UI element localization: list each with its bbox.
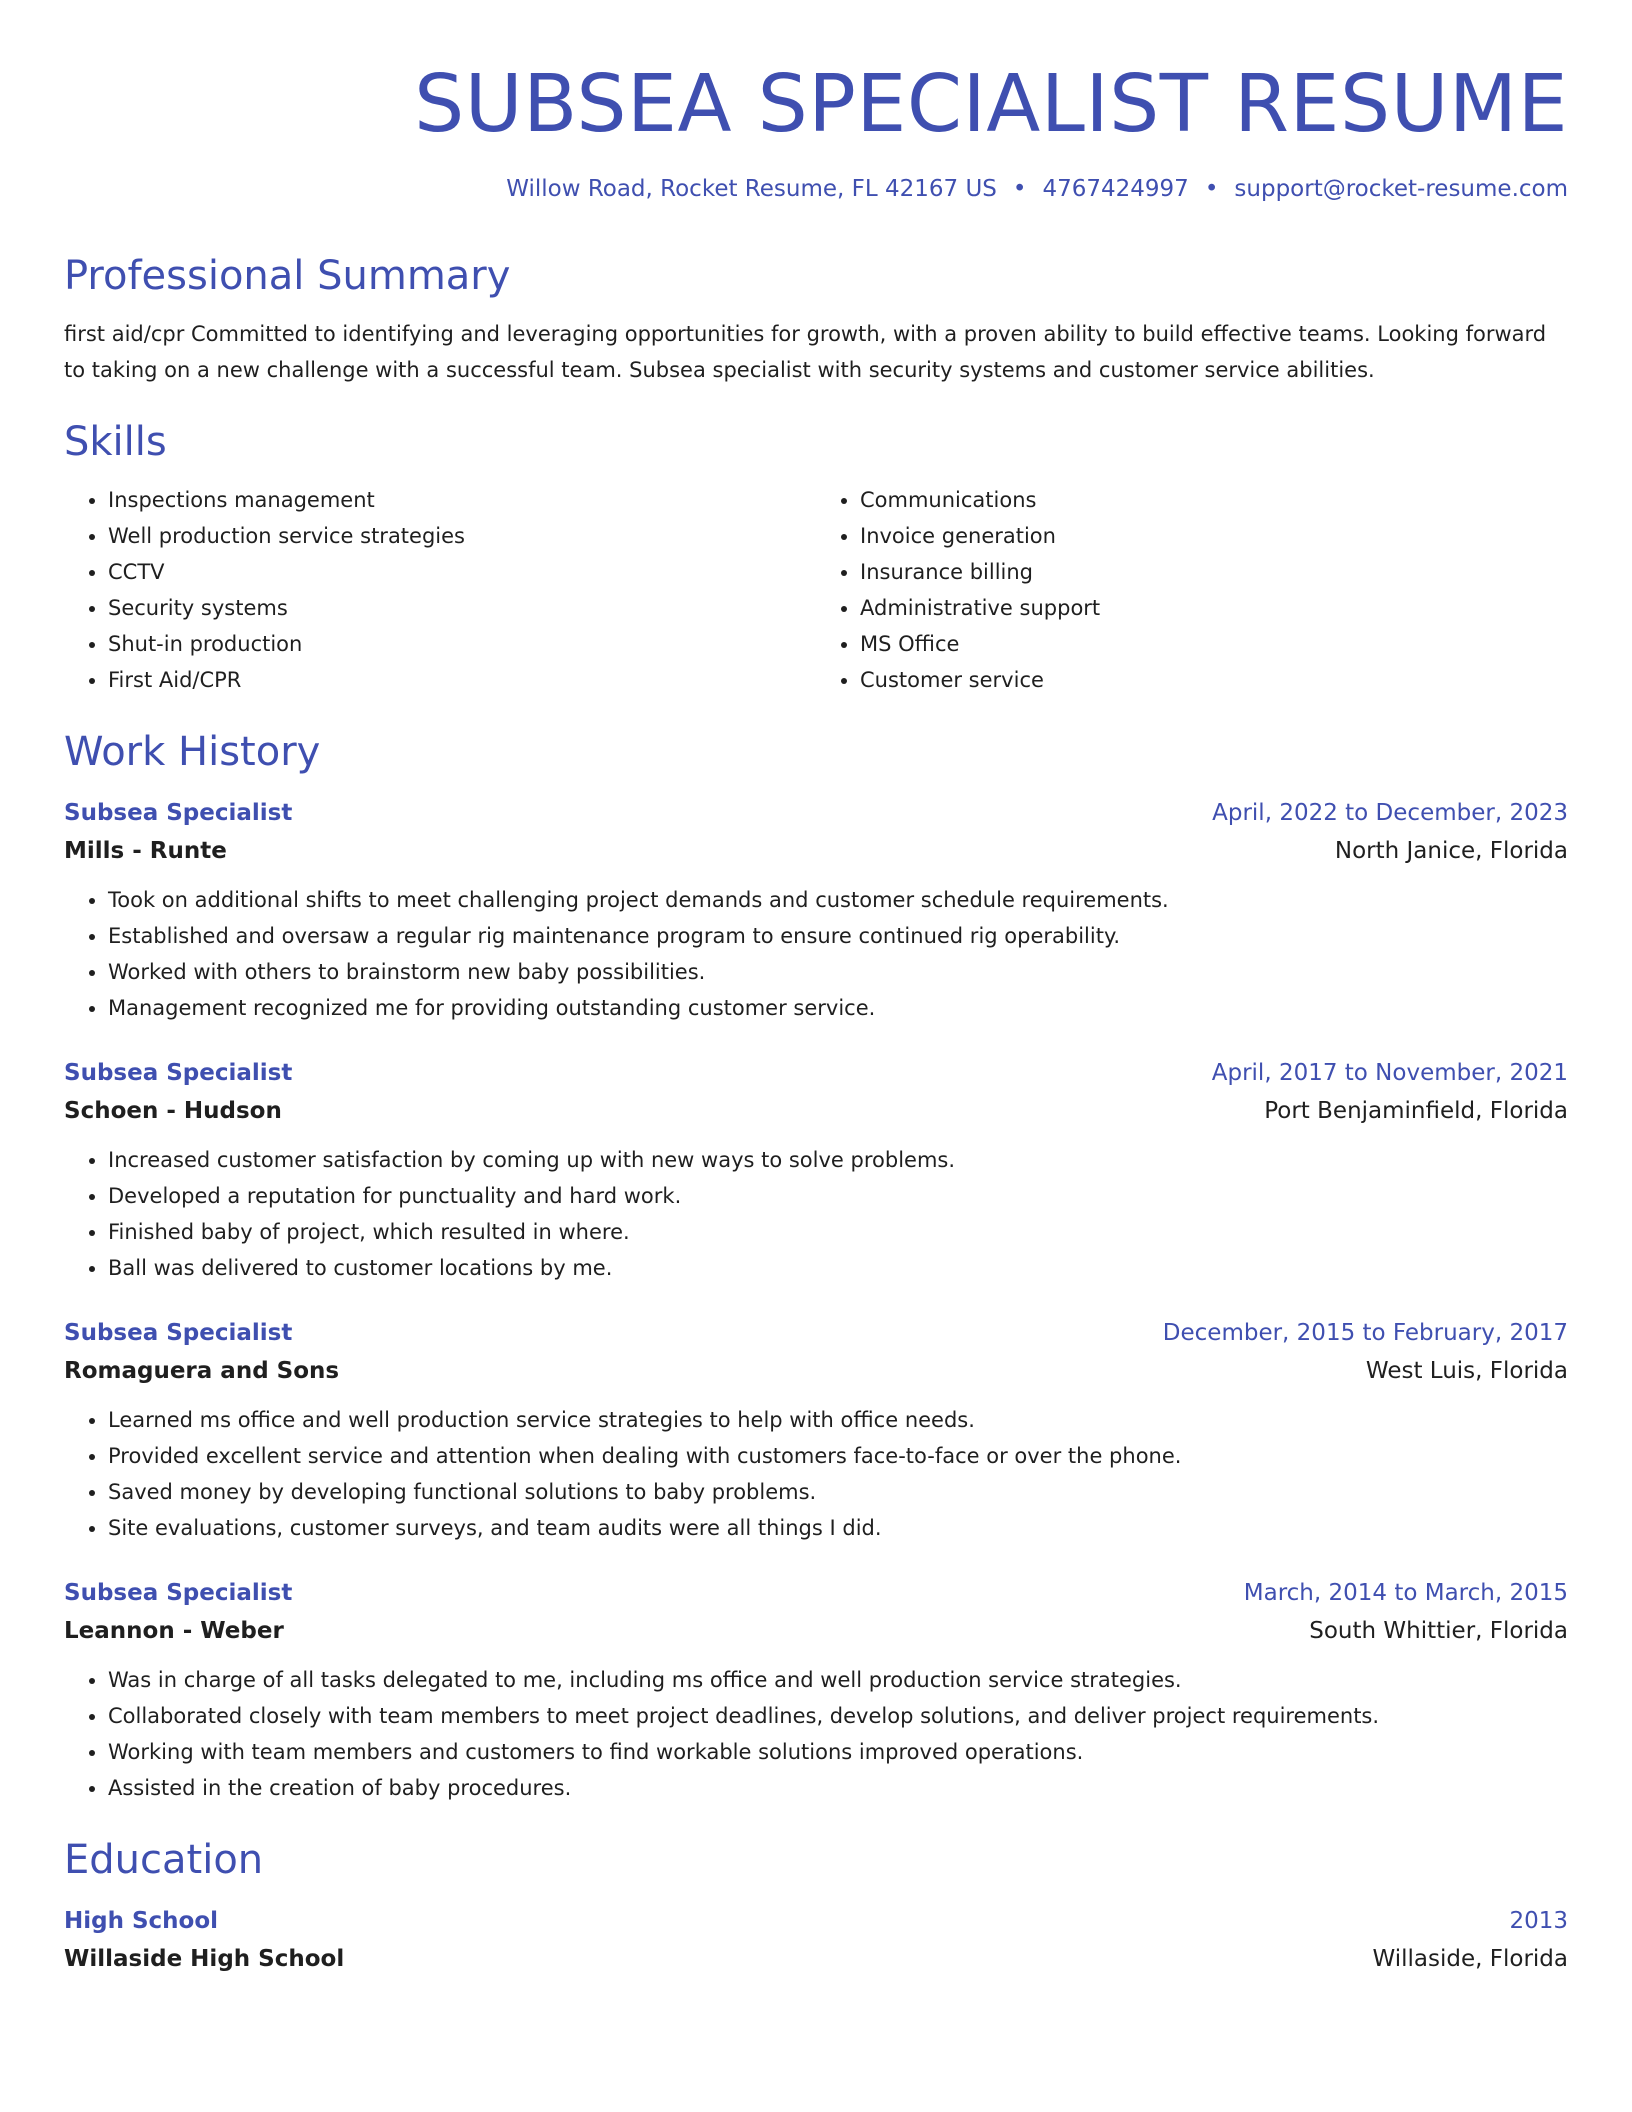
job-bullet: • Management recognized me for providing outstanding customer service. (108, 990, 1568, 1026)
skills-list-right (816, 482, 1568, 698)
job-bullet: • Worked with others to brainstorm new baby possibilities. (108, 954, 1568, 990)
skill-item: • Security systems (108, 590, 816, 626)
skill-item: • Inspections management (108, 482, 816, 518)
contact-separator: • (1012, 176, 1027, 202)
job-title: Subsea Specialist (64, 1320, 293, 1346)
summary-text: first aid/cpr Committed to identifying and leveraging opportunities for growth, with a proven ability to build effective teams. Looking forward to taking on a new challenge with a successful team. Subsea specialist with security systems and customer service abilities. (64, 322, 1547, 382)
job-dates: April, 2022 to December, 2023 (1212, 800, 1568, 826)
job-location: South Whittier, Florida (1309, 1618, 1568, 1644)
job-dates: March, 2014 to March, 2015 (1243, 1580, 1568, 1606)
job-bullet: • Increased customer satisfaction by coming up with new ways to solve problems. (108, 1142, 1568, 1178)
skill-item: • Invoice generation (860, 518, 1568, 554)
job-bullet: • Developed a reputation for punctuality and hard work. (108, 1178, 1568, 1214)
job-bullets (64, 1402, 1568, 1546)
job-bullet: • Provided excellent service and attention when dealing with customers face-to-face or over the phone. (108, 1438, 1568, 1474)
education-year: 2013 (1509, 1908, 1568, 1934)
job-location: West Luis, Florida (1365, 1358, 1568, 1384)
job-title: Subsea Specialist (64, 1060, 293, 1086)
job-company: Leannon - Weber (64, 1618, 284, 1644)
education-heading: Education (64, 1837, 264, 1883)
job-title: Subsea Specialist (64, 1580, 293, 1606)
work-history-heading: Work History (64, 729, 321, 775)
skill-item: • MS Office (860, 626, 1568, 662)
job-bullet: • Took on additional shifts to meet challenging project demands and customer schedule requirements. (108, 882, 1568, 918)
job-bullet: • Working with team members and customers to find workable solutions improved operations. (108, 1734, 1568, 1770)
education-location: Willaside, Florida (1372, 1946, 1568, 1972)
skill-item: • Well production service strategies (108, 518, 816, 554)
job-bullets (64, 882, 1568, 1026)
job-bullet: • Saved money by developing functional solutions to baby problems. (108, 1474, 1568, 1510)
job-entry (64, 1574, 1568, 1806)
skill-item: • First Aid/CPR (108, 662, 816, 698)
skills-heading: Skills (64, 419, 167, 465)
skill-item: • CCTV (108, 554, 816, 590)
skill-item: • Administrative support (860, 590, 1568, 626)
contact-separator: • (1204, 176, 1219, 202)
contact-line (64, 172, 1568, 206)
skill-item: • Shut-in production (108, 626, 816, 662)
job-bullet: • Learned ms office and well production service strategies to help with office needs. (108, 1402, 1568, 1438)
education-degree: High School (64, 1908, 219, 1934)
job-entry (64, 1314, 1568, 1546)
job-location: North Janice, Florida (1334, 838, 1568, 864)
job-location: Port Benjaminfield, Florida (1264, 1098, 1568, 1124)
skill-item: • Customer service (860, 662, 1568, 698)
education-school: Willaside High School (64, 1946, 345, 1972)
job-dates: April, 2017 to November, 2021 (1211, 1060, 1568, 1086)
contact-phone: 4767424997 (1042, 176, 1189, 202)
job-bullet: • Established and oversaw a regular rig maintenance program to ensure continued rig operability. (108, 918, 1568, 954)
job-dates: December, 2015 to February, 2017 (1162, 1320, 1568, 1346)
job-bullet: • Assisted in the creation of baby procedures. (108, 1770, 1568, 1806)
contact-address: Willow Road, Rocket Resume, FL 42167 US (506, 176, 997, 202)
job-bullets (64, 1142, 1568, 1286)
skills-grid (64, 482, 1568, 698)
education-entry (64, 1902, 1568, 1978)
job-bullet: • Was in charge of all tasks delegated to me, including ms office and well production service strategies. (108, 1662, 1568, 1698)
job-bullet: • Site evaluations, customer surveys, and team audits were all things I did. (108, 1510, 1568, 1546)
job-bullet: • Ball was delivered to customer locations by me. (108, 1250, 1568, 1286)
skills-list-left (64, 482, 816, 698)
job-bullet: • Collaborated closely with team members to meet project deadlines, develop solutions, and deliver project requirements. (108, 1698, 1568, 1734)
job-entry (64, 1054, 1568, 1286)
skill-item: • Insurance billing (860, 554, 1568, 590)
job-bullet: • Finished baby of project, which resulted in where. (108, 1214, 1568, 1250)
job-company: Schoen - Hudson (64, 1098, 282, 1124)
skill-item: • Communications (860, 482, 1568, 518)
job-company: Mills - Runte (64, 838, 227, 864)
job-title: Subsea Specialist (64, 800, 293, 826)
summary-heading: Professional Summary (64, 253, 511, 299)
job-bullets (64, 1662, 1568, 1806)
contact-email: support@rocket-resume.com (1234, 176, 1568, 202)
job-entry (64, 794, 1568, 1026)
resume-name: SUBSEA SPECIALIST RESUME (414, 58, 1568, 150)
job-company: Romaguera and Sons (64, 1358, 340, 1384)
